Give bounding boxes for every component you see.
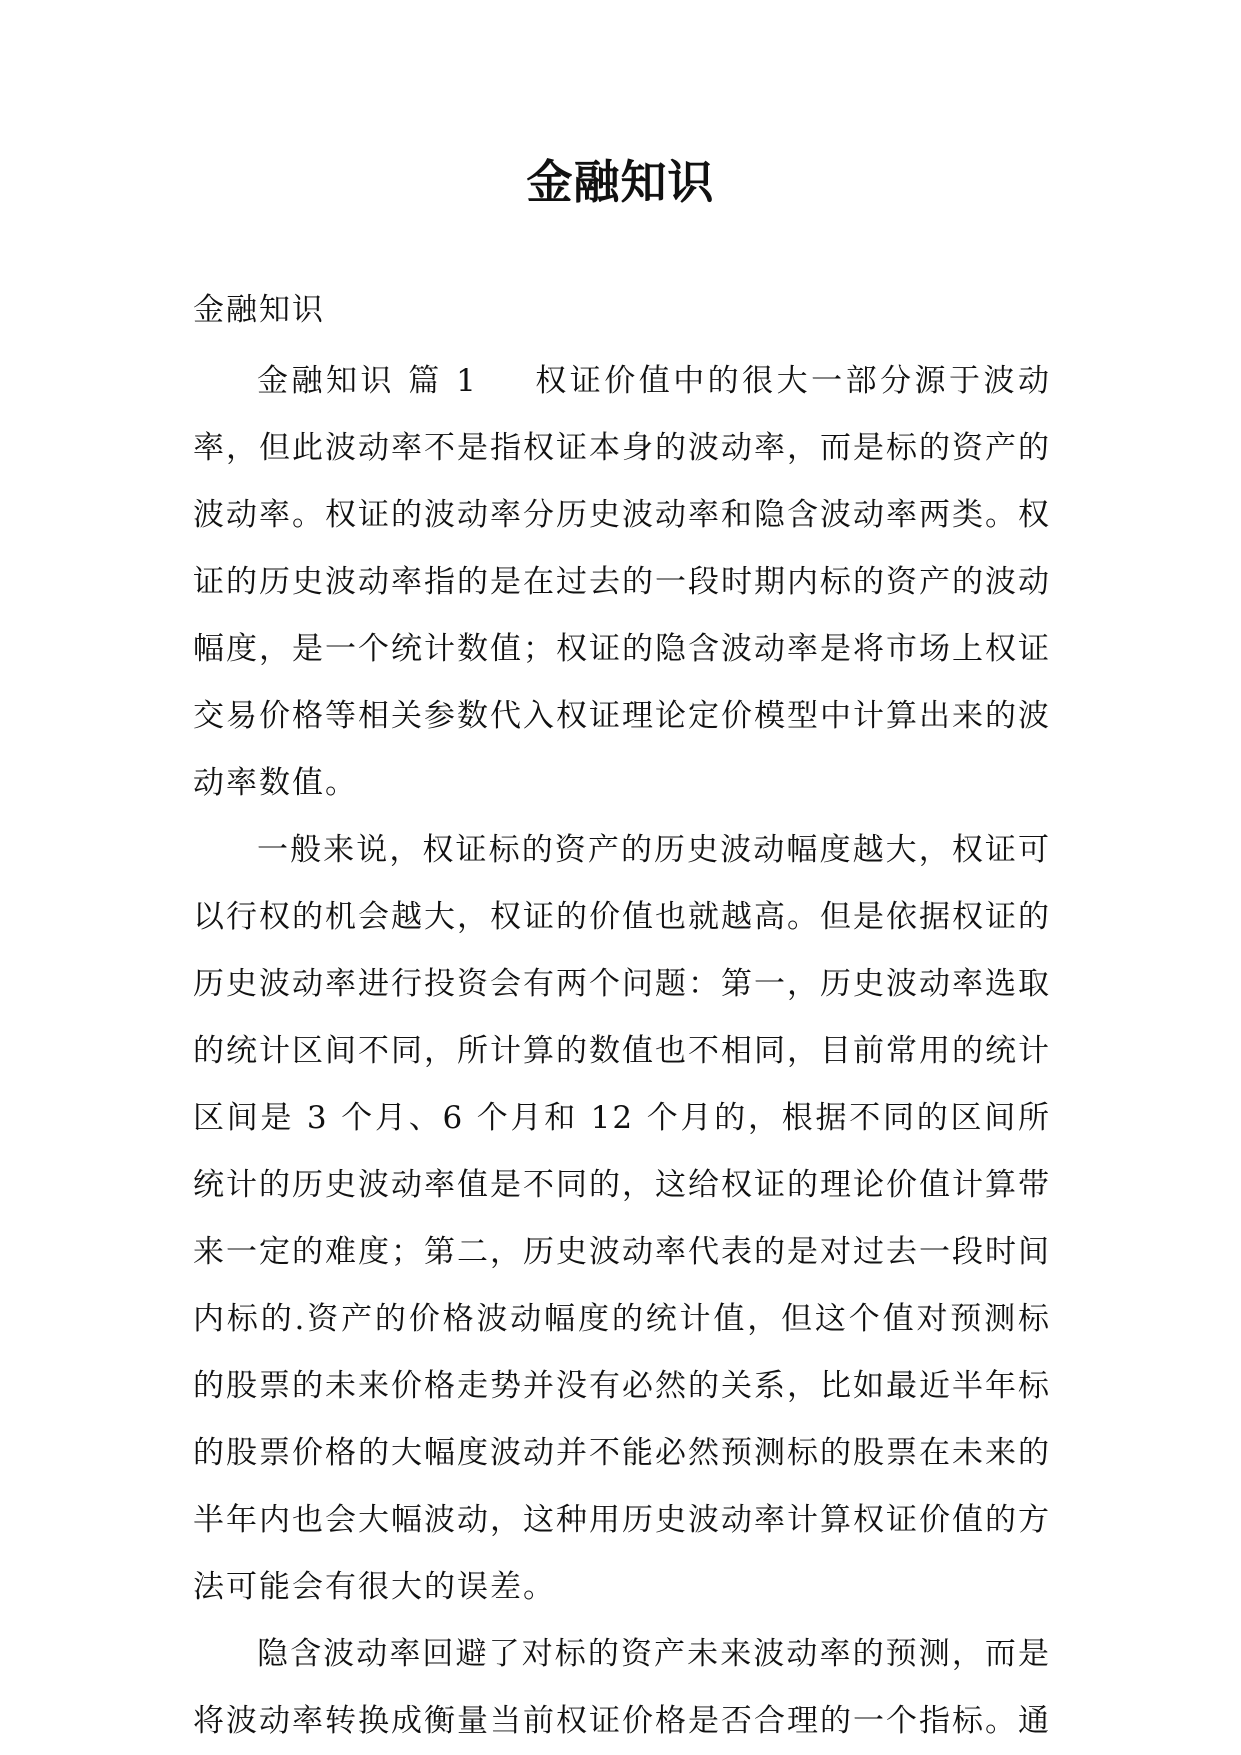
section-heading: 金融知识 篇 1: [257, 363, 478, 399]
document-title: 金融知识: [526, 155, 715, 209]
paragraph-3: 隐含波动率回避了对标的资产未来波动率的预测，而是将波动率转换成衡量当前权证价格是否合理的一个指标。通: [193, 1636, 1051, 1739]
document-body: [193, 348, 1051, 1755]
paragraph-1: [193, 348, 1051, 817]
paragraph-1-text: 权证价值中的很大一部分源于波动率，但此波动率不是指权证本身的波动率，而是标的资产的波动率。权证的波动率分历史波动率和隐含波动率两类。权证的历史波动率指的是在过去的一段时期内标的资产的波动幅度，是一个统计数值；权证的隐含波动率是将市场上权证交易价格等相关参数代入权证理论定价模型中计算出来的波动率数值。: [193, 363, 1051, 801]
paragraph-2: 一般来说，权证标的资产的历史波动幅度越大，权证可以行权的机会越大，权证的价值也就越高。但是依据权证的历史波动率进行投资会有两个问题：第一，历史波动率选取的统计区间不同，所计算的数值也不相同，目前常用的统计区间是 3 个月、6 个月和 12 个月的，根据不同的区间所统计的历史波动率值是不同的，这给权证的理论价值计算带来一定的难度；第二，历史波动率代表的是对过去一段时间内标的.资产的价格波动幅度的统计值，但这个值对预测标的股票的未来价格走势并没有必然的关系，比如最近半年标的股票价格的大幅度波动并不能必然预测标的股票在未来的半年内也会大幅波动，这种用历史波动率计算权证价值的方法可能会有很大的误差。: [193, 832, 1051, 1605]
document-subtitle: 金融知识: [193, 292, 325, 328]
